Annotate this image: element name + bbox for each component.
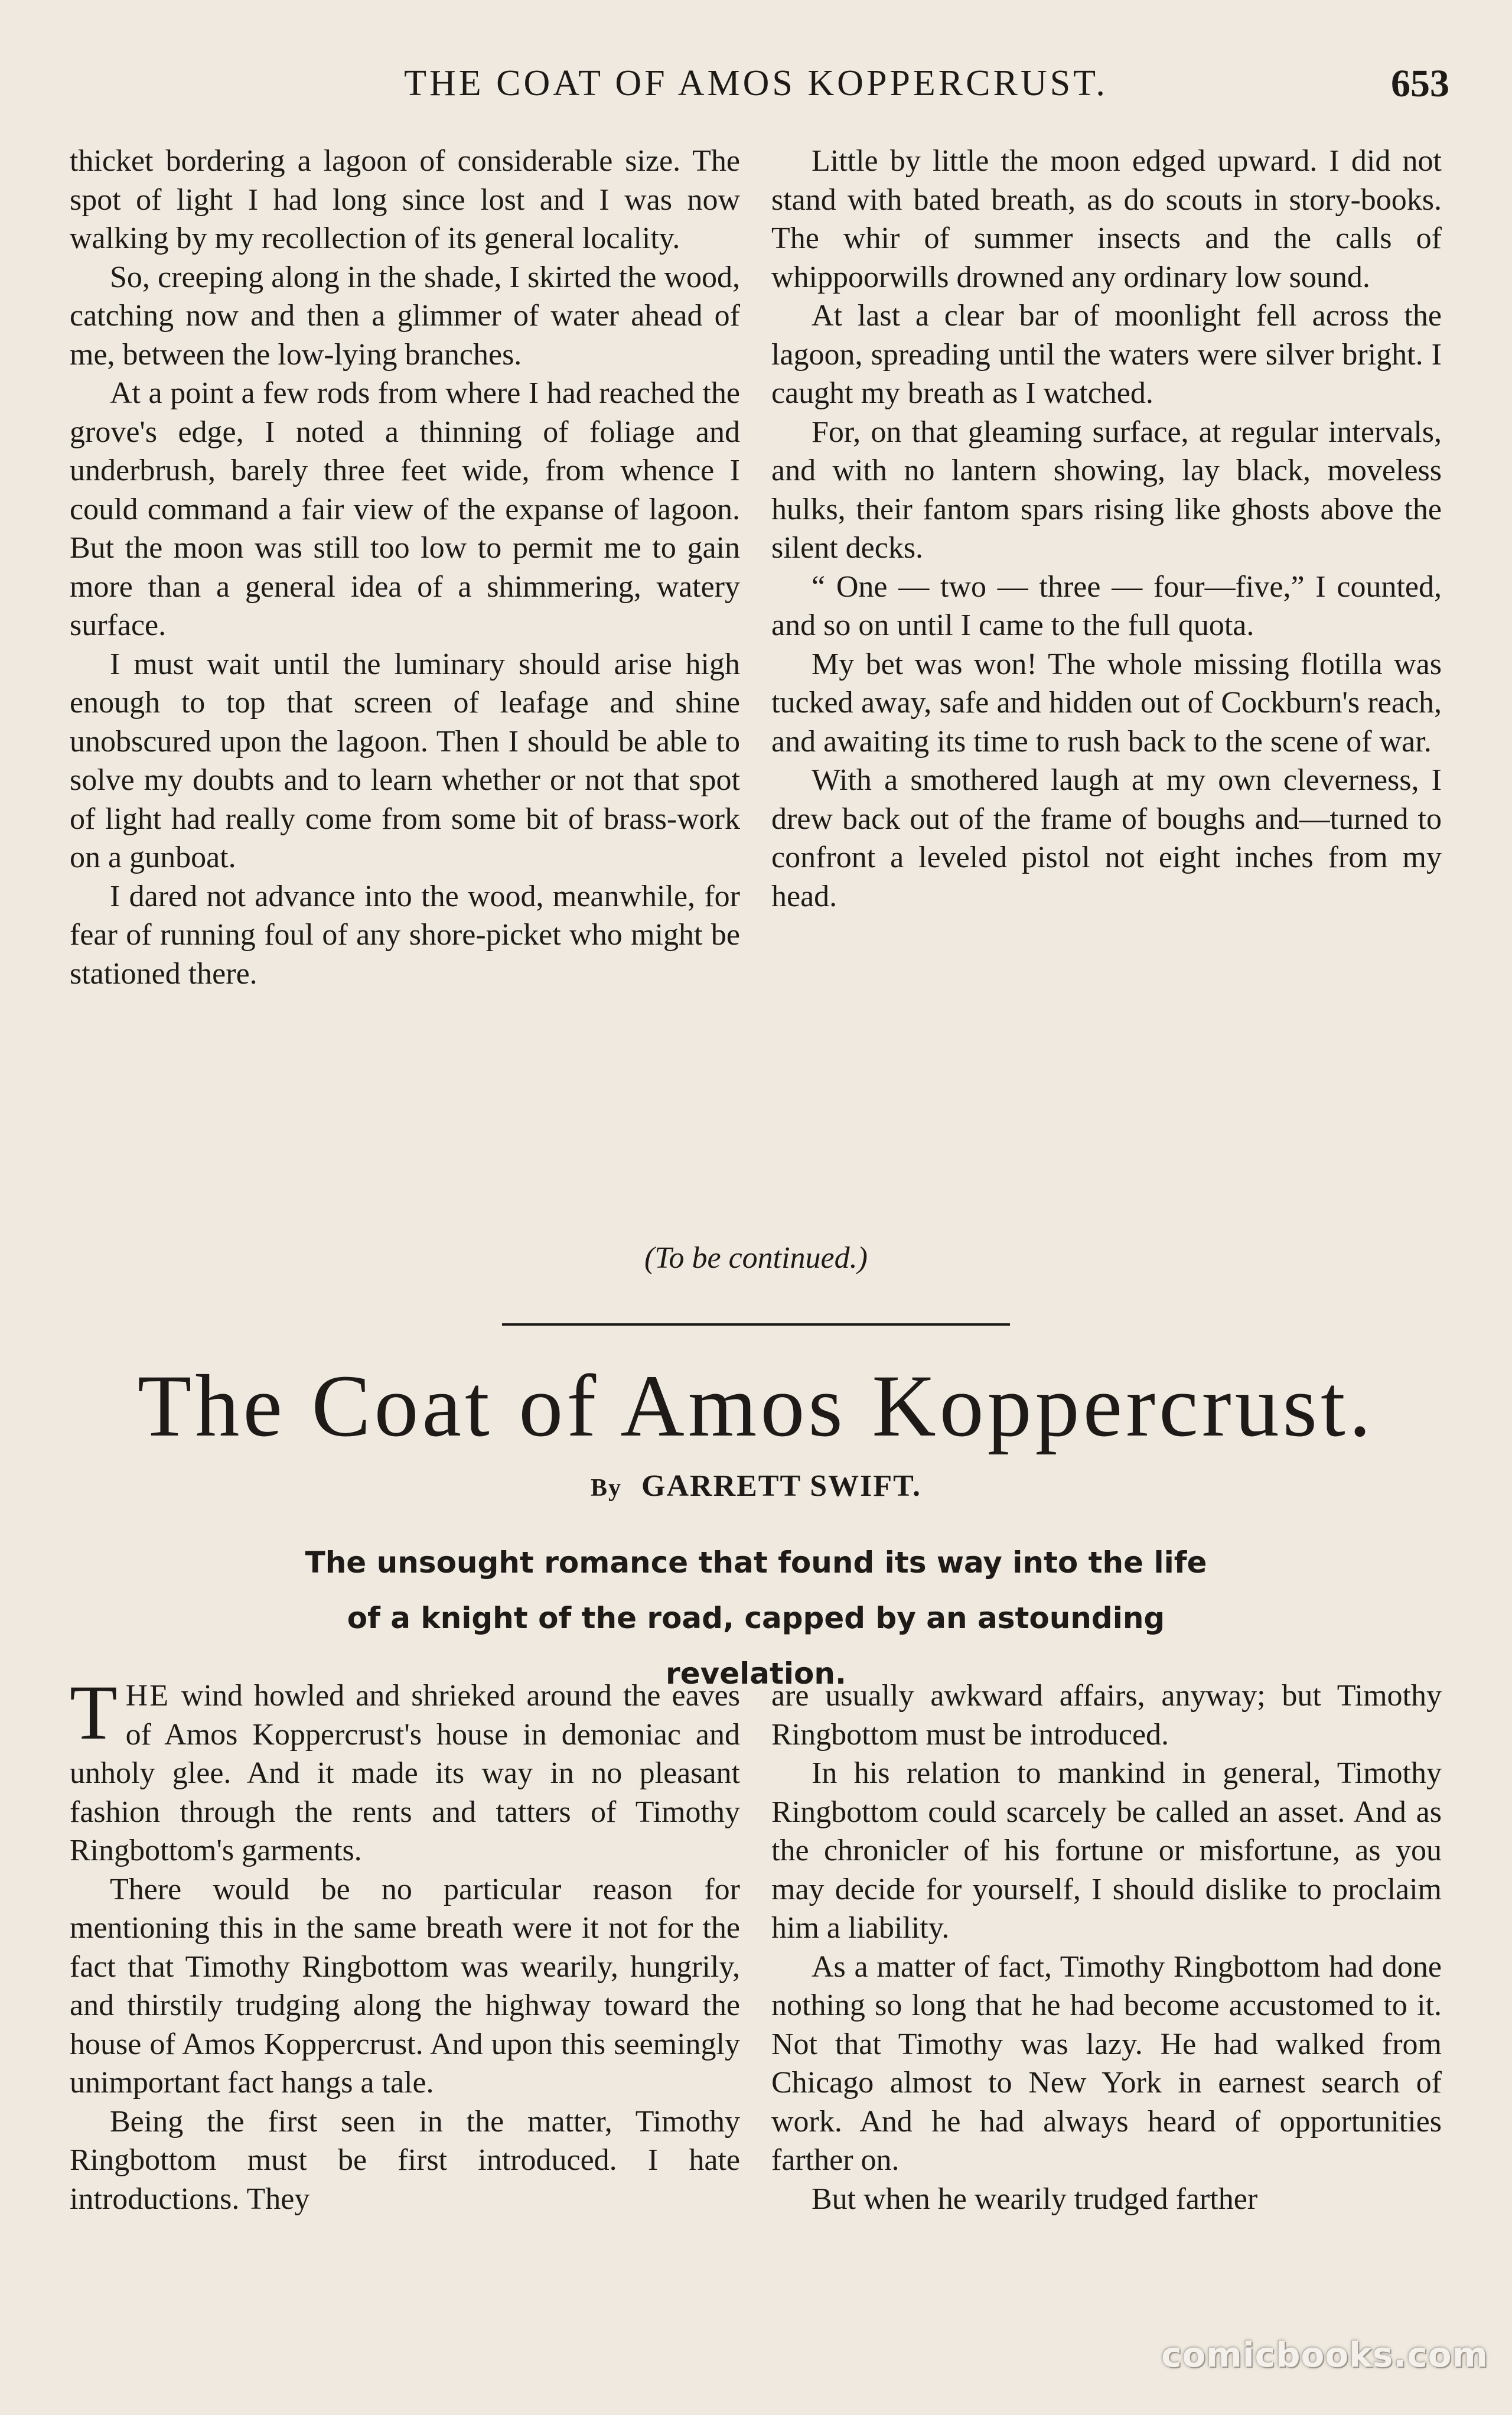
story-left-column [70, 1669, 740, 2218]
page-number: 653 [1391, 62, 1449, 105]
paragraph: Being the first seen in the matter, Timothy Ringbottom must be first introduced. I hate introductions. They [70, 2104, 740, 2216]
paragraph: As a matter of fact, Timothy Ringbottom had done nothing so long that he had become accustomed to it. Not that Timothy was lazy. He had walked from Chicago almost to New York in earnest search of work. And he had always heard of opportunities farther on. [771, 1949, 1442, 2177]
story-right-column [771, 1677, 1442, 2218]
opening-small-caps: HE [125, 1679, 170, 1713]
paragraph: With a smothered laugh at my own cleverness, I drew back out of the frame of boughs and—turned to confront a leveled pistol not eight inches from my head. [771, 763, 1442, 913]
section-divider [502, 1323, 1010, 1326]
opening-paragraph [70, 1669, 740, 1870]
story-title: The Coat of Amos Koppercrust. [137, 1357, 1375, 1455]
prior-story-left-column [70, 142, 740, 993]
paragraph: Little by little the moon edged upward. I did not stand with bated breath, as do scouts in story-books. The whir of summer insects and the calls of whippoorwills drowned any ordinary low sound. [771, 144, 1442, 294]
paragraph: I dared not advance into the wood, meanwhile, for fear of running foul of any shore-picket who might be stationed there. [70, 879, 740, 991]
to-be-continued-note: (To be continued.) [644, 1241, 868, 1275]
paragraph: At last a clear bar of moonlight fell across the lagoon, spreading until the waters were silver bright. I caught my breath as I watched. [771, 299, 1442, 410]
drop-cap: T [70, 1669, 118, 1756]
paragraph: At a point a few rods from where I had reached the grove's edge, I noted a thinning of foliage and underbrush, barely three feet wide, from whence I could command a fair view of the expanse of lagoon. But the moon was still too low to permit me to gain more than a general idea of a shimmering, watery surface. [70, 376, 740, 642]
paragraph: My bet was won! The whole missing flotilla was tucked away, safe and hidden out of Cockburn's reach, and awaiting its time to rush back to the scene of war. [771, 647, 1442, 759]
paragraph: There would be no particular reason for mentioning this in the same breath were it not for the fact that Timothy Ringbottom was wearily, hungrily, and thirstily trudging along the highway toward the house of Amos Koppercrust. And upon this seemingly unimportant fact hangs a tale. [70, 1872, 740, 2100]
byline-label: By [591, 1475, 623, 1502]
paragraph: I must wait until the luminary should arise high enough to top that screen of leafage and shine unobscured upon the lagoon. Then I should be able to solve my doubts and to learn whether or not that spot of light had really come from some bit of brass-work on a gunboat. [70, 647, 740, 874]
story-dek: The unsought romance that found its way into the life of a knight of the road, capped by an astounding revelation. [305, 1545, 1207, 1691]
running-title: THE COAT OF AMOS KOPPERCRUST. [404, 63, 1108, 103]
opening-text: wind howled and shrieked around the eaves of Amos Koppercrust's house in demoniac and unholy glee. And it made its way in no pleasant fashion through the rents and tatters of Timothy Ringbottom's garments. [70, 1679, 740, 1867]
author-name: GARRETT SWIFT. [641, 1469, 921, 1503]
paragraph: “ One — two — three — four—five,” I counted, and so on until I came to the full quota. [771, 569, 1442, 642]
paragraph: are usually awkward affairs, anyway; but Timothy Ringbottom must be introduced. [771, 1679, 1442, 1752]
watermark: comicbooks.com [1161, 2335, 1488, 2375]
paragraph: So, creeping along in the shade, I skirted the wood, catching now and then a glimmer of water ahead of me, between the low-lying branches. [70, 260, 740, 372]
paragraph: thicket bordering a lagoon of considerable size. The spot of light I had long since lost and I was now walking by my recollection of its general locality. [70, 144, 740, 255]
paragraph: For, on that gleaming surface, at regular intervals, and with no lantern showing, lay black, moveless hulks, their fantom spars rising like ghosts above the silent decks. [771, 415, 1442, 565]
byline [0, 1469, 1512, 1503]
paragraph: In his relation to mankind in general, Timothy Ringbottom could scarcely be called an asset. And as the chronicler of his fortune or misfortune, as you may decide for yourself, I should dislike to proclaim him a liability. [771, 1756, 1442, 1945]
prior-story-right-column [771, 142, 1442, 916]
paragraph: But when he wearily trudged farther [812, 2182, 1258, 2216]
running-head [0, 57, 1512, 110]
